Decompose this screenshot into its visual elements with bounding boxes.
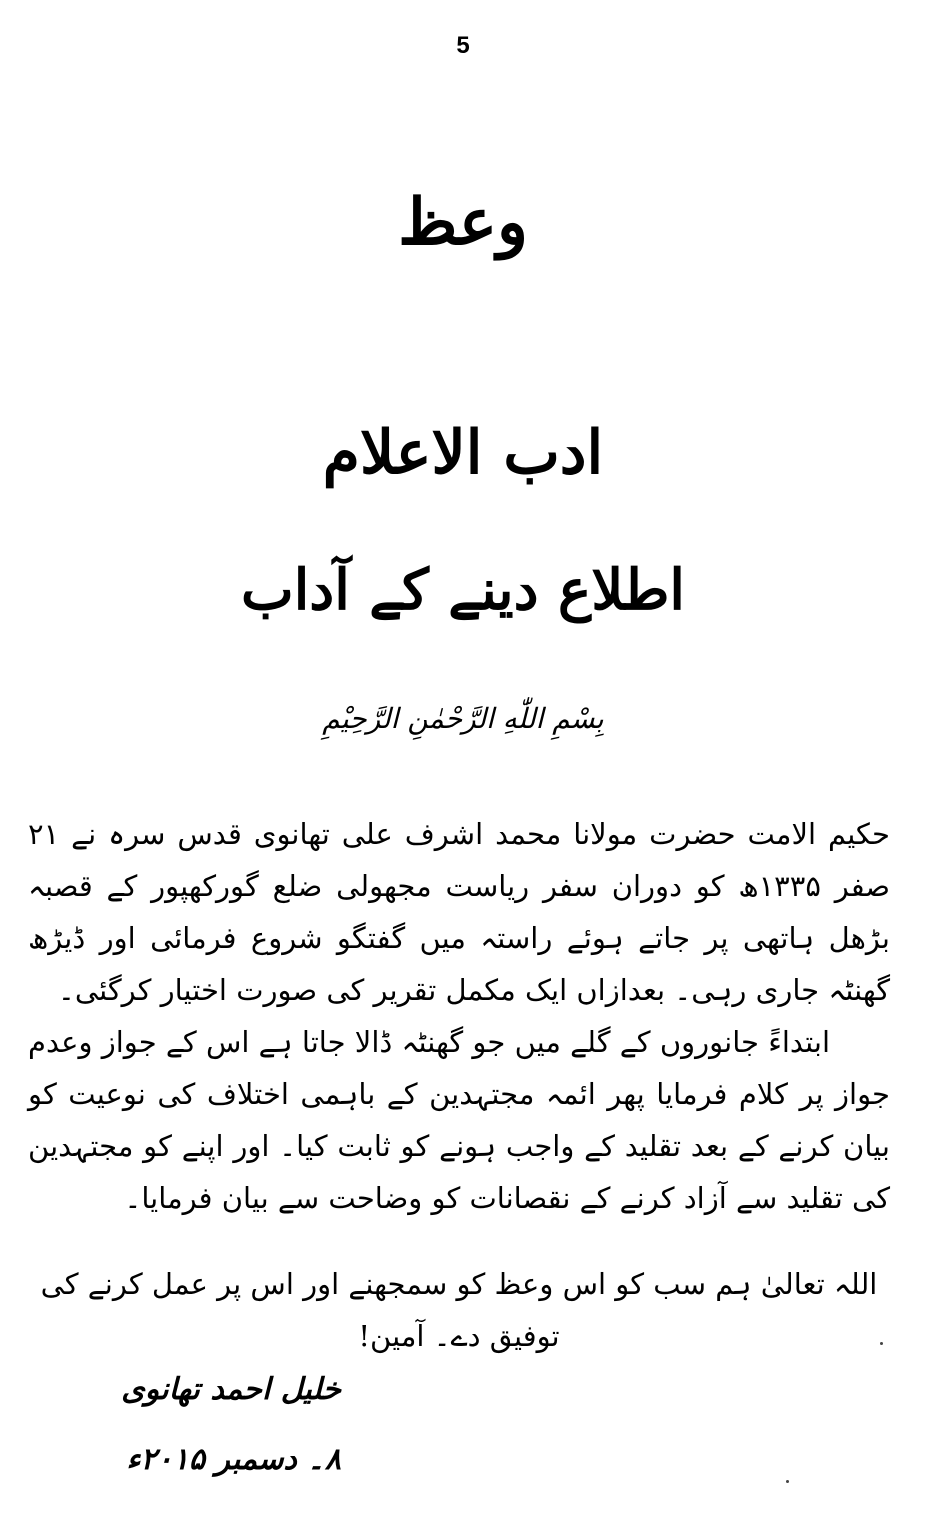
closing-prayer: اللہ تعالیٰ ہم سب کو اس وعظ کو سمجھنے اور اس پر عمل کرنے کی توفیق دے۔ آمین! [40, 1267, 878, 1353]
paragraph-summary: ابتداءً جانوروں کے گلے میں جو گھنٹہ ڈالا جاتا ہے اس کے جواز وعدم جواز پر کلام فرمایا پھر ائمہ مجتہدین کے باہمی اختلاف کی نوعیت کو بیان کرنے کے بعد تقلید کے واجب ہونے کو ثابت کیا۔ اور اپنے کو مجتہدین کی تقلید سے آزاد کرنے کے نقصانات کو وضاحت سے بیان فرمایا۔ [28, 1025, 890, 1215]
page-subtitle: اطلاع دینے کے آداب [241, 557, 685, 623]
author-signature-date: ۸۔ دسمبر ۲۰۱۵ء [126, 1442, 341, 1477]
body-text [28, 808, 890, 1224]
paragraph-intro: حکیم الامت حضرت مولانا محمد اشرف علی تھانوی قدس سرہ نے ۲۱ صفر ۱۳۳۵ھ کو دوران سفر ریاست مجھولی ضلع گورکھپور کے قصبہ بڑھل ہاتھی پر جاتے ہوئے راستہ میں گفتگو شروع فرمائی اور ڈیڑھ گھنٹہ جاری رہی۔ بعدازاں ایک مکمل تقریر کی صورت اختیار کرگئی۔ [28, 817, 890, 1007]
page-number: 5 [456, 32, 470, 59]
page-title: ادب الاعلام [322, 418, 604, 488]
bismillah-calligraphy: بِسْمِ اللّٰهِ الرَّحْمٰنِ الرَّحِیْمِ [322, 702, 604, 735]
scan-speck [786, 1480, 789, 1483]
scan-speck [880, 1342, 883, 1345]
section-heading: وعظ [398, 185, 528, 260]
author-signature-name: خلیل احمد تھانوی [121, 1372, 341, 1407]
